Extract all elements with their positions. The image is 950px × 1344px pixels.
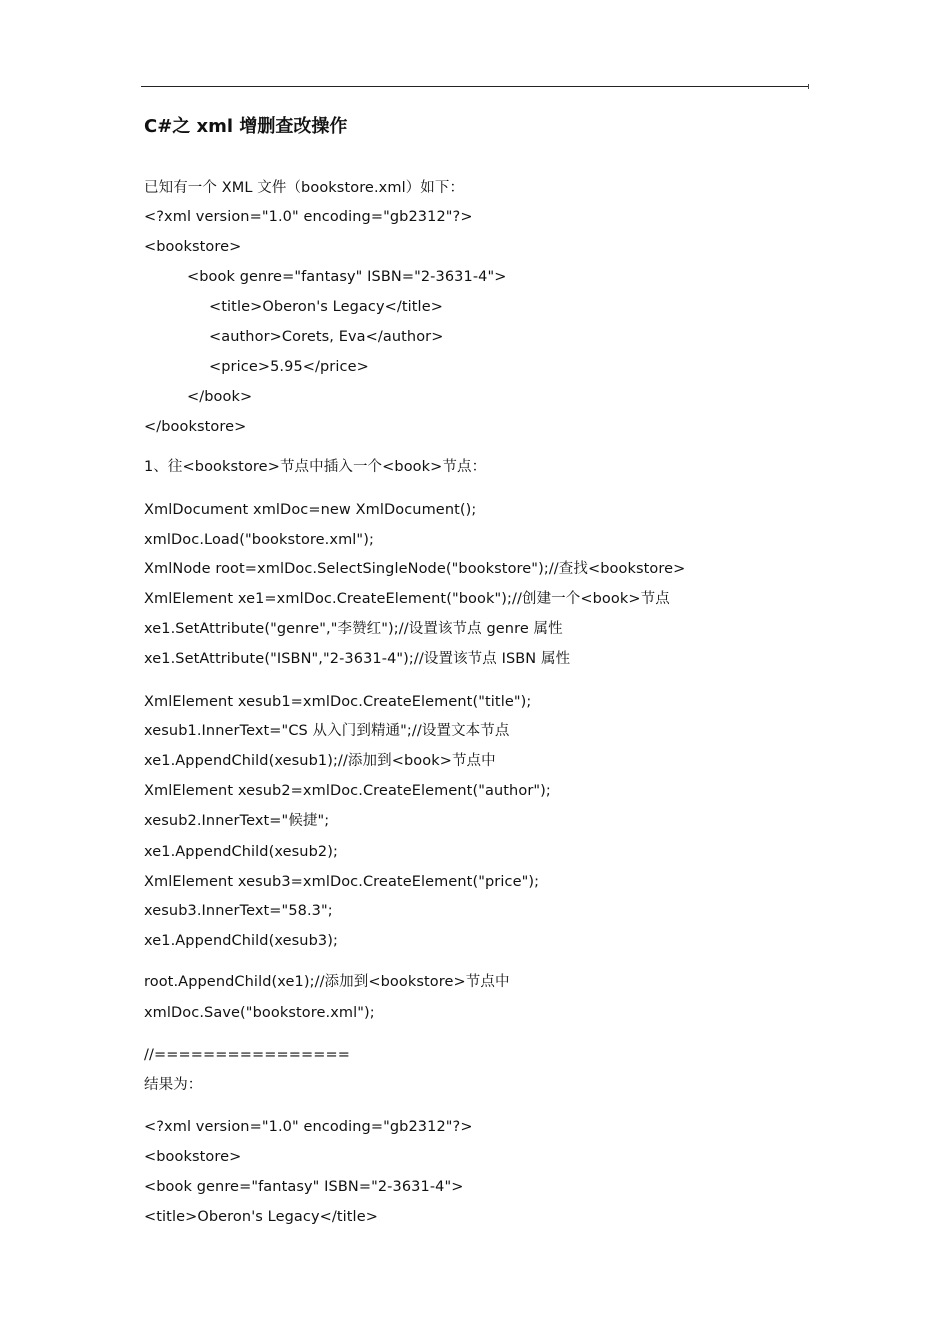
- code-line: </book>: [187, 389, 253, 405]
- code-line: <book genre="fantasy" ISBN="2-3631-4">: [187, 269, 507, 285]
- code-line: xmlDoc.Load("bookstore.xml");: [144, 532, 374, 548]
- code-line: <bookstore>: [144, 239, 242, 255]
- separator-comment: //================: [144, 1047, 350, 1063]
- code-line: xmlDoc.Save("bookstore.xml");: [144, 1005, 375, 1021]
- code-line: xesub2.InnerText="候捷";: [144, 813, 330, 829]
- code-line: xe1.SetAttribute("genre","李赞红");//设置该节点 genre 属性: [144, 621, 563, 637]
- header-rule-tick: [808, 84, 809, 89]
- code-line: <title>Oberon's Legacy</title>: [209, 299, 443, 315]
- code-line: </bookstore>: [144, 419, 247, 435]
- result-label: 结果为：: [144, 1077, 203, 1093]
- intro-text: 已知有一个 XML 文件（bookstore.xml）如下：: [144, 180, 465, 196]
- code-line: <author>Corets, Eva</author>: [209, 329, 444, 345]
- code-line: <book genre="fantasy" ISBN="2-3631-4">: [144, 1179, 464, 1195]
- code-line: XmlNode root=xmlDoc.SelectSingleNode("bookstore");//查找<bookstore>: [144, 561, 686, 577]
- code-line: xesub3.InnerText="58.3";: [144, 903, 333, 919]
- code-line: XmlElement xesub2=xmlDoc.CreateElement("author");: [144, 783, 551, 799]
- code-line: xe1.SetAttribute("ISBN","2-3631-4");//设置该节点 ISBN 属性: [144, 651, 571, 667]
- code-line: XmlDocument xmlDoc=new XmlDocument();: [144, 502, 477, 518]
- code-line: XmlElement xesub3=xmlDoc.CreateElement("price");: [144, 874, 540, 890]
- code-line: <title>Oberon's Legacy</title>: [144, 1209, 378, 1225]
- code-line: xesub1.InnerText="CS 从入门到精通";//设置文本节点: [144, 723, 510, 739]
- code-line: xe1.AppendChild(xesub3);: [144, 933, 338, 949]
- page-title: C#之 xml 增删查改操作: [144, 116, 348, 137]
- header-rule: [141, 86, 809, 87]
- code-line: xe1.AppendChild(xesub2);: [144, 844, 338, 860]
- code-line: <?xml version="1.0" encoding="gb2312"?>: [144, 1119, 473, 1135]
- code-line: xe1.AppendChild(xesub1);//添加到<book>节点中: [144, 753, 496, 769]
- code-line: <bookstore>: [144, 1149, 242, 1165]
- section-heading: 1、往<bookstore>节点中插入一个<book>节点：: [144, 459, 487, 475]
- code-line: <?xml version="1.0" encoding="gb2312"?>: [144, 209, 473, 225]
- code-line: XmlElement xe1=xmlDoc.CreateElement("book");//创建一个<book>节点: [144, 591, 670, 607]
- code-line: XmlElement xesub1=xmlDoc.CreateElement("title");: [144, 694, 532, 710]
- code-line: root.AppendChild(xe1);//添加到<bookstore>节点中: [144, 974, 510, 990]
- code-line: <price>5.95</price>: [209, 359, 369, 375]
